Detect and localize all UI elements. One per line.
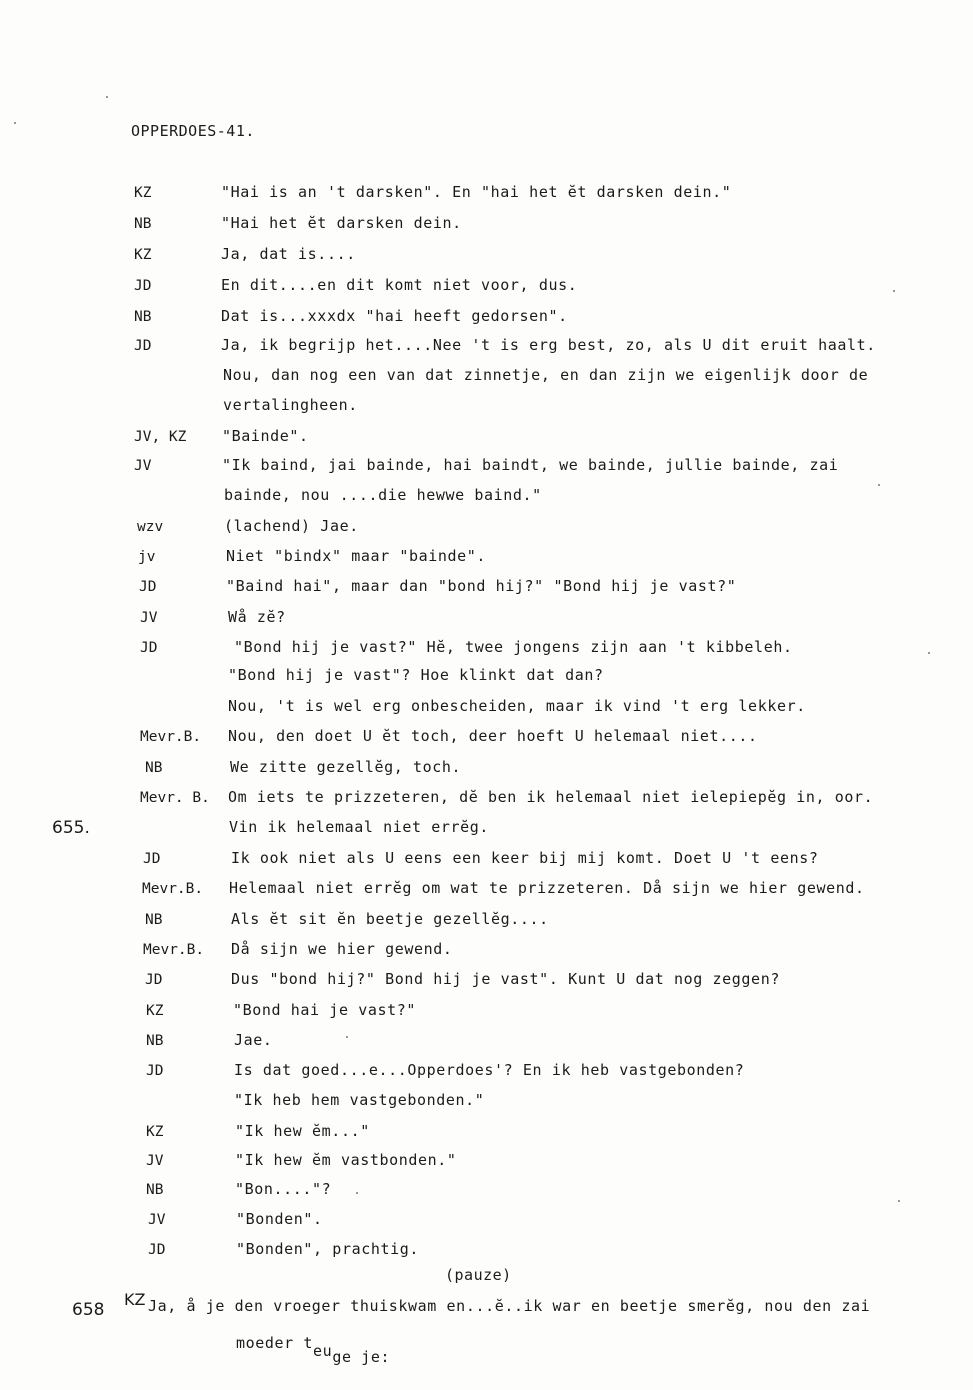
utterance-text: Wå zĕ? [228, 608, 286, 626]
speaker-code: KZ [134, 185, 152, 201]
speaker-code: NB [145, 760, 163, 776]
transcript-line [0, 879, 973, 905]
final-line-2-part-c: ge je: [332, 1348, 391, 1366]
utterance-text: Helemaal niet errĕg om wat te prizzeteren. Då sijn we hier gewend. [229, 879, 865, 897]
utterance-text: "Bond hai je vast?" [233, 1001, 416, 1019]
line-number-655: 655. [52, 818, 90, 838]
speck [14, 122, 16, 124]
speck [928, 652, 930, 654]
utterance-text: Dus "bond hij?" Bond hij je vast". Kunt U dat nog zeggen? [231, 970, 780, 988]
transcript-line [0, 818, 973, 844]
speck [878, 484, 880, 486]
transcript-line [0, 336, 973, 362]
utterance-text: Om iets te prizzeteren, dĕ ben ik helemaal niet ielepiepĕg in, oor. [228, 788, 874, 806]
speaker-code: Mevr.B. [143, 942, 205, 958]
speaker-code: Mevr. B. [140, 790, 210, 806]
speck [106, 96, 108, 98]
transcript-line [0, 517, 973, 543]
speaker-code: jv [138, 549, 156, 565]
utterance-text: Jae. [234, 1031, 273, 1049]
speck [356, 1192, 358, 1194]
transcript-line [0, 1001, 973, 1027]
speaker-code: JD [140, 640, 158, 656]
transcript-line [0, 910, 973, 936]
utterance-text: "Ik baind, jai bainde, hai baindt, we bainde, jullie bainde, zai [222, 456, 839, 474]
speaker-code: JD [148, 1242, 166, 1258]
utterance-text: Niet "bindx" maar "bainde". [226, 547, 487, 565]
speaker-code: KZ [134, 247, 152, 263]
utterance-text: "Hai is an 't darsken". En "hai het ĕt darsken dein." [221, 183, 732, 201]
utterance-text: Als ĕt sit ĕn beetje gezellĕg.... [231, 910, 549, 928]
transcript-line [0, 758, 973, 784]
speaker-code: NB [145, 912, 163, 928]
speaker-code: JD [146, 1063, 164, 1079]
transcript-line [0, 608, 973, 634]
speaker-code: NB [146, 1182, 164, 1198]
transcript-line [0, 577, 973, 603]
utterance-text: Då sijn we hier gewend. [231, 940, 453, 958]
transcript-line [0, 940, 973, 966]
utterance-text: Nou, den doet U ĕt toch, deer hoeft U helemaal niet.... [228, 727, 758, 745]
transcript-line [0, 486, 973, 512]
transcript-line [0, 849, 973, 875]
page-header: OPPERDOES-41. [131, 122, 255, 140]
pause-note: (pauze) [445, 1266, 512, 1284]
utterance-text: Nou, 't is wel erg onbescheiden, maar ik vind 't erg lekker. [228, 697, 806, 715]
utterance-text: "Bainde". [222, 427, 309, 445]
utterance-text: Ja, ik begrijp het....Nee 't is erg best, zo, als U dit eruit haalt. [221, 336, 876, 354]
speck [346, 1036, 348, 1038]
transcript-line [0, 1122, 973, 1148]
speaker-code: JD [145, 972, 163, 988]
speck [893, 290, 895, 292]
transcript-line [0, 1210, 973, 1236]
utterance-text: Is dat goed...e...Opperdoes'? En ik heb vastgebonden? [234, 1061, 745, 1079]
utterance-text: "Bond hij je vast?" Hĕ, twee jongens zijn aan 't kibbeleh. [234, 638, 793, 656]
transcript-line [0, 183, 973, 209]
transcript-line [0, 456, 973, 482]
utterance-text: "Ik hew ĕm..." [235, 1122, 370, 1140]
transcript-line [0, 1240, 973, 1266]
transcript-line [0, 697, 973, 723]
transcript-line [0, 307, 973, 333]
utterance-text: "Baind hai", maar dan "bond hij?" "Bond hij je vast?" [226, 577, 737, 595]
transcript-line [0, 214, 973, 240]
utterance-text: "Ik hew ĕm vastbonden." [235, 1151, 457, 1169]
transcript-line [0, 547, 973, 573]
utterance-text: We zitte gezellĕg, toch. [230, 758, 462, 776]
line-number-658: 658 [72, 1300, 105, 1320]
speaker-code: KZ [146, 1124, 164, 1140]
speaker-code: JD [139, 579, 157, 595]
final-speaker-handwritten: KZ [124, 1290, 146, 1309]
utterance-text: vertalingheen. [223, 396, 358, 414]
transcript-line [0, 1180, 973, 1206]
speck [898, 1200, 900, 1202]
transcript-line [0, 366, 973, 392]
speaker-code: NB [134, 216, 152, 232]
utterance-text: (lachend) Jae. [224, 517, 359, 535]
transcript-line [0, 1031, 973, 1057]
speaker-code: JV [140, 610, 158, 626]
transcript-line [0, 1091, 973, 1117]
speaker-code: Mevr.B. [142, 881, 204, 897]
speaker-code: Mevr.B. [140, 729, 202, 745]
utterance-text: Ik ook niet als U eens een keer bij mij komt. Doet U 't eens? [231, 849, 819, 867]
final-line-2-part-b: eu [313, 1342, 333, 1360]
speaker-code: JD [143, 851, 161, 867]
utterance-text: En dit....en dit komt niet voor, dus. [221, 276, 578, 294]
utterance-text: bainde, nou ....die hewwe baind." [224, 486, 542, 504]
transcript-line [0, 245, 973, 271]
utterance-text: "Bond hij je vast"? Hoe klinkt dat dan? [228, 666, 604, 684]
utterance-text: "Hai het ĕt darsken dein. [221, 214, 462, 232]
speaker-code: wzv [137, 519, 164, 535]
utterance-text: Dat is...xxxdx "hai heeft gedorsen". [221, 307, 568, 325]
transcript-line [0, 1061, 973, 1087]
speaker-code: JV [148, 1212, 166, 1228]
final-line-2 [236, 1334, 391, 1366]
speaker-code: NB [146, 1033, 164, 1049]
utterance-text: Vin ik helemaal niet errĕg. [229, 818, 490, 836]
final-line-1: Ja, å je den vroeger thuiskwam en...ĕ..ik war en beetje smerĕg, nou den zai [148, 1297, 871, 1315]
utterance-text: "Ik heb hem vastgebonden." [234, 1091, 485, 1109]
utterance-text: "Bonden". [236, 1210, 323, 1228]
utterance-text: Nou, dan nog een van dat zinnetje, en dan zijn we eigenlijk door de [223, 366, 869, 384]
speaker-code: JV [134, 458, 152, 474]
utterance-text: "Bonden", prachtig. [236, 1240, 419, 1258]
utterance-text: "Bon...."? [235, 1180, 332, 1198]
transcript-line [0, 427, 973, 453]
speaker-code: JD [134, 338, 152, 354]
final-line-2-part-a: moeder t [236, 1334, 314, 1352]
transcript-line [0, 396, 973, 422]
transcript-line [0, 276, 973, 302]
speaker-code: JD [134, 278, 152, 294]
speaker-code: NB [134, 309, 152, 325]
transcript-line [0, 638, 973, 664]
speaker-code: JV [146, 1153, 164, 1169]
transcript-line [0, 1151, 973, 1177]
transcript-line [0, 788, 973, 814]
transcript-line [0, 727, 973, 753]
transcript-line [0, 666, 973, 692]
speaker-code: KZ [146, 1003, 164, 1019]
utterance-text: Ja, dat is.... [221, 245, 356, 263]
speaker-code: JV, KZ [134, 429, 187, 445]
transcript-line [0, 970, 973, 996]
